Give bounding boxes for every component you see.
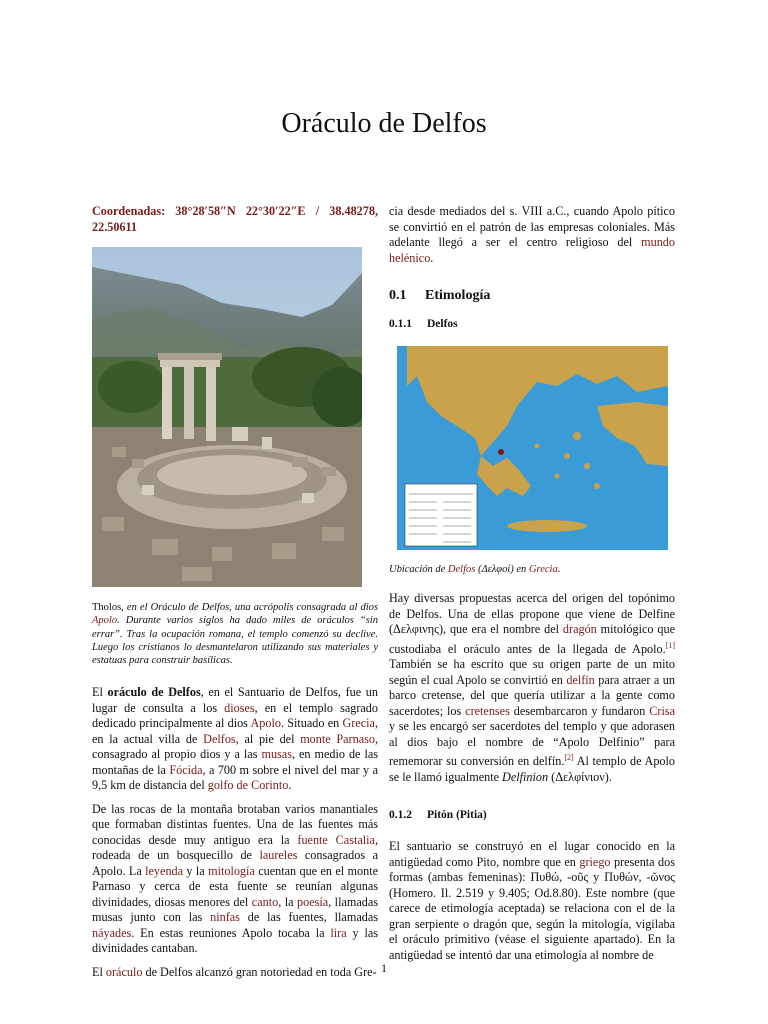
continued-paragraph: cia desde mediados del s. VIII a.C., cuando Apolo pítico se convirtió en el patrón de las empresas coloniales. Más adelante llegó a ser el centro religioso del mundo helénico. xyxy=(389,204,675,265)
photo-caption: Tholos, en el Oráculo de Delfos, una acrópolis consagrada al dios Apolo. Durante varios siglos ha dado miles de oráculos “sin errar”. Tras la ocupación romana, el templo comenzó su declive. Luego los cristianos lo desmantelaron utilizando sus materiales y estatuas para construir basílicas. xyxy=(92,602,378,667)
link-nayades[interactable]: náyades xyxy=(92,925,132,940)
notoriety-paragraph: El oráculo de Delfos alcanzó gran notoriedad en toda Gre- xyxy=(92,964,377,979)
page-number: 1 xyxy=(381,961,387,975)
page-title: Oráculo de Delfos xyxy=(281,108,487,139)
section-heading-etimologia: 0.1 Etimología xyxy=(389,288,491,303)
piton-paragraph: El santuario se construyó en el lugar conocido en la antigüedad como Pito, nombre que en griego presenta dos formas (ambas femeninas): Πυθώ, -οῦς y Πυθών, -ῶνος (Homero. Il. 2.519 y 9.405; Od.8.80). Este nombre (que carece de etimología aceptada) se relaciona con el de la gran serpiente o dragón que, según la mitología, vigilaba el oráculo primitivo (véase el siguiente apartado). En la antigüedad se intentó dar una etimología al nombre de xyxy=(389,839,675,962)
link-grecia[interactable]: Grecia xyxy=(342,716,375,731)
tholos-photo xyxy=(92,247,362,587)
link-griego[interactable]: griego xyxy=(579,854,611,869)
greece-map xyxy=(397,346,668,550)
link-cretenses[interactable]: cretenses xyxy=(465,703,510,718)
link-delfos-map[interactable]: Delfos xyxy=(447,564,476,575)
link-fuente-castalia[interactable]: fuente Castalia xyxy=(297,832,375,847)
link-grecia-map[interactable]: Grecia xyxy=(528,564,558,575)
map-caption: Ubicación de Delfos (Δελφοί) en Grecia. xyxy=(389,564,561,575)
link-poesia[interactable]: poesía xyxy=(297,894,329,909)
etymology-paragraph: Hay diversas propuestas acerca del origen del topónimo de Delfos. Una de ellas propone que viene de Delfine (Δελφινης), que era el nombre del dragón mitológico que custodiaba el oráculo antes de la llegada de Apolo.[1] También se ha escrito que su origen parte de un mito según el cual Apolo se convirtió en delfín para atraer a un barco cretense, del que quería utilizar a la gente como sacerdotes; los cretenses desembarcaron y fundaron Crisa y se les encargó ser sacerdotes del templo y que adorasen al dios bajo el nombre de “Apolo Delfinio” para rememorar su conversión en delfín.[2] Al templo de Apolo se le llamó igualmente Delfinion (Δελφίνιον). xyxy=(389,591,675,784)
left-column xyxy=(92,204,378,980)
link-leyenda[interactable]: leyenda xyxy=(145,863,184,878)
link-monte-parnaso[interactable]: monte Parnaso xyxy=(300,731,375,746)
link-delfin[interactable]: delfín xyxy=(566,672,595,687)
link-crisa[interactable]: Crisa xyxy=(649,703,675,718)
link-golfo-corinto[interactable]: golfo de Corinto xyxy=(207,778,289,793)
intro-paragraph: El oráculo de Delfos, en el Santuario de Delfos, fue un lugar de consulta a los dioses, en el templo sagrado dedicado principalmente al dios Apolo. Situado en Grecia, en la actual villa de Delfos, al pie del monte Parnaso, consagrado al propio dios y a las musas, en medio de las montañas de la Fócida, a 700 m sobre el nivel del mar y a 9,5 km de distancia del golfo de Corinto. xyxy=(92,685,379,793)
link-apolo[interactable]: Apolo xyxy=(92,615,118,627)
coordinates-link[interactable]: Coordenadas: 38°28′58″N 22°30′22″E / 38.48278, 22.50611 xyxy=(92,204,378,234)
subsection-heading-piton: 0.1.2 Pitón (Pitia) xyxy=(389,809,487,822)
link-ninfas[interactable]: ninfas xyxy=(210,910,240,925)
link-mitologia[interactable]: mitología xyxy=(208,863,255,878)
link-dragon[interactable]: dragón xyxy=(562,622,597,636)
subsection-heading-delfos: 0.1.1 Delfos xyxy=(389,318,458,330)
link-focida[interactable]: Fócida xyxy=(169,762,203,777)
link-canto[interactable]: canto xyxy=(251,894,279,909)
springs-paragraph: De las rocas de la montaña brotaban varios manantiales que formaban distintas fuentes. Una de las fuentes más conocidas desde muy antiguo era la fuente Castalia, rodeada de un bosquecillo de laureles consagrados a Apolo. La leyenda y la mitología cuentan que en el monte Parnaso y cerca de esta fuente se reunían algunas divinidades, diosas menores del canto, la poesía, llamadas musas junto con las ninfas de las fuentes, llamadas náyades. En estas reuniones Apolo tocaba la lira y las divinidades cantaban. xyxy=(92,801,379,956)
link-oraculo[interactable]: oráculo xyxy=(105,964,143,979)
link-laureles[interactable]: laureles xyxy=(259,848,298,863)
reference-1[interactable]: [1] xyxy=(665,640,675,650)
link-lira[interactable]: lira xyxy=(330,925,347,940)
reference-2[interactable]: [2] xyxy=(564,753,574,763)
link-delfos[interactable]: Delfos xyxy=(203,731,236,746)
link-dioses[interactable]: dioses xyxy=(224,700,255,715)
link-apolo-2[interactable]: Apolo xyxy=(250,716,281,731)
right-column xyxy=(389,204,675,963)
link-mundo-helenico[interactable]: mundo helénico xyxy=(389,235,675,265)
link-musas[interactable]: musas xyxy=(261,747,292,762)
